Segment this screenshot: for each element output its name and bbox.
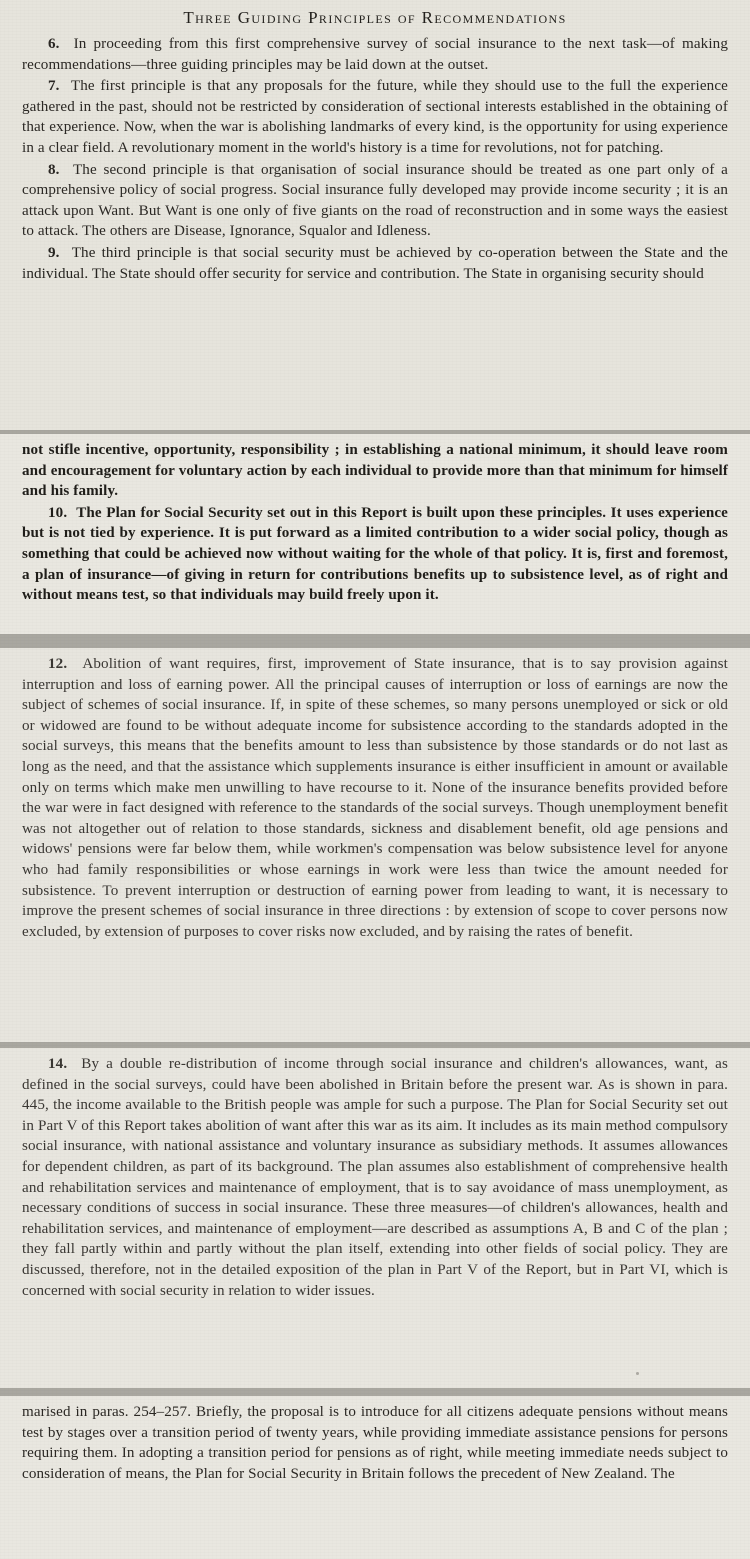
paragraph-number: 10. [48,504,68,521]
paragraph-10 [22,503,728,606]
text-block-5 [0,1396,750,1559]
paragraph-text: The second principle is that organisation of social insurance should be treated as one part only of a comprehensive policy of social progress. Social insurance fully developed may provide income security ; it is an attack upon Want. But Want is one only of five giants on the road of reconstruction and in some ways the easiest to attack. The others are Disease, Ignorance, Squalor and Idleness. [22,161,728,240]
paragraph-number: 7. [48,78,60,95]
paragraph-12 [22,654,728,942]
text-block-2 [0,434,750,634]
paragraph-number: 6. [48,36,60,52]
paragraph-text: Abolition of want requires, first, improvement of State insurance, that is to say provision against interruption and loss of earning power. All the principal causes of interruption or loss of earnings are now the subject of schemes of social insurance. If, in spite of these schemes, so many persons unemployed or sick or old or widowed are found to be without adequate income for subsistence according to the standards adopted in the social surveys, this means that the benefits amount to less than subsistence by those standards or do not last as long as the need, and that the assistance which supplements insurance is either insufficient in amount or available only on terms which make men unwilling to have recourse to it. None of the insurance benefits provided before the war were in fact designed with reference to the standards of the social surveys. Though unemployment benefit was not altogether out of relation to those standards, sickness and disablement benefit, old age pensions and widows' pensions were far below them, while workmen's compensation was below subsistence level for anyone who had family responsibilities or whose earnings in work were less than twice the amount needed for subsistence. To prevent interruption or destruction of earning power from leading to want, it is necessary to improve the present schemes of social insurance in three directions : by extension of scope to cover persons now excluded, by extension of purposes to cover risks now excluded, and by raising the rates of benefit. [22,656,728,940]
strip-divider [0,1388,750,1396]
paragraph-9-continued [22,440,728,502]
paragraph-6 [22,34,728,75]
paragraph-number: 8. [48,161,60,178]
paragraph-number: 14. [48,1056,68,1072]
paragraph-text: The third principle is that social security must be achieved by co-operation between the State and the individual. The State should offer security for service and contribution. The State in organising security should [22,244,728,282]
paragraph-14 [22,1054,728,1301]
text-block-3 [0,648,750,1042]
paragraph-text: The Plan for Social Security set out in this Report is built upon these principles. It uses experience but is not tied by experience. It is put forward as a limited contribution to a wider social policy, though as something that could be achieved now without waiting for the whole of that policy. It is, first and foremost, a plan of insurance—of giving in return for contributions benefits up to subsistence level, as of right and without means test, so that individuals may build freely upon it. [22,504,728,604]
paragraph-7 [22,76,728,158]
text-block-4 [0,1048,750,1388]
paragraph-text: By a double re-distribution of income through social insurance and children's allowances, want, as defined in the social surveys, could have been abolished in Britain before the present war. As is shown in para. 445, the income available to the British people was ample for such a purpose. The Plan for Social Security set out in Part V of this Report takes abolition of want after this war as its aim. It includes as its main method compulsory social insurance, with national assistance and voluntary insurance as subsidiary methods. It assumes allowances for dependent children, as part of its background. The plan assumes also establishment of comprehensive health and rehabilitation services and maintenance of employment, that is to say avoidance of mass unemployment, as necessary conditions of success in social insurance. These three measures—of children's allowances, health and rehabilitation services, and maintenance of employment—are described as assumptions A, B and C of the plan ; they fall partly within and partly without the plan itself, extending into other fields of social policy. They are discussed, therefore, not in the detailed exposition of the plan in Part V of the Report, but in Part VI, which is concerned with social security in relation to wider issues. [22,1056,728,1299]
page-title: Three Guiding Principles of Recommendations [183,8,567,27]
paragraph-9 [22,243,728,284]
text-block-1 [0,0,750,430]
paragraph-text: The first principle is that any proposals for the future, while they should use to the full the experience gathered in the past, should not be restricted by consideration of sectional interests established in the obtaining of that experience. Now, when the war is abolishing landmarks of every kind, is the opportunity for using experience in a clear field. A revolutionary moment in the world's history is a time for revolutions, not for patching. [22,78,728,156]
paragraph-text: not stifle incentive, opportunity, responsibility ; in establishing a national minimum, it should leave room and encouragement for voluntary action by each individual to provide more than that minimum for himself and his family. [22,442,728,500]
paragraph-8 [22,160,728,242]
scan-speck [636,1372,639,1375]
paragraph-number: 12. [48,656,68,672]
paragraph-continued [22,1402,728,1484]
paragraph-text: In proceeding from this first comprehensive survey of social insurance to the next task—of making recommendations—three guiding principles may be laid down at the outset. [22,36,728,73]
strip-divider [0,634,750,648]
paragraph-number: 9. [48,244,60,261]
paragraph-text: marised in paras. 254–257. Briefly, the proposal is to introduce for all citizens adequate pensions without means test by stages over a transition period of twenty years, while providing immediate assistance pensions for persons requiring them. In adopting a transition period for pensions as of right, while meeting immediate needs subject to consideration of means, the Plan for Social Security in Britain follows the precedent of New Zealand. The [22,1404,728,1482]
